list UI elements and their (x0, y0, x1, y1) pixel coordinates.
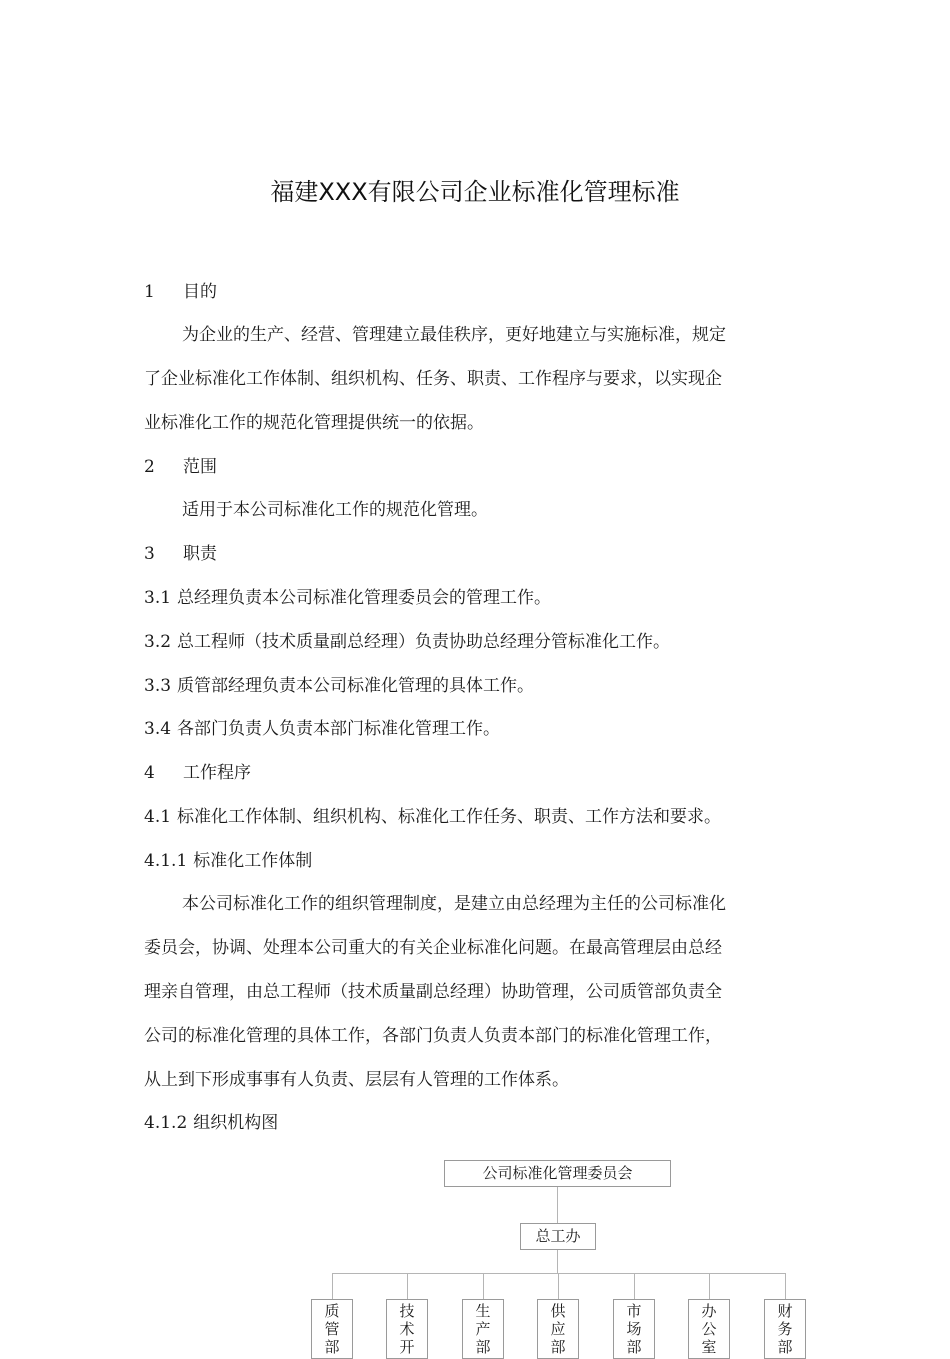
section-1-heading (144, 277, 217, 302)
dept-box-tech-dev (386, 1299, 428, 1359)
dept-char: 术 (399, 1320, 415, 1338)
dept-box-finance (764, 1299, 806, 1359)
dept-char: 务 (777, 1320, 793, 1338)
dept-char: 室 (701, 1338, 717, 1356)
paragraph-line: 了企业标准化工作体制、组织机构、任务、职责、工作程序与要求，以实现企 (144, 369, 722, 389)
paragraph-line: 理亲自管理，由总工程师（技术质量副总经理）协助管理，公司质管部负责全 (144, 982, 722, 1002)
section-title: 目的 (183, 282, 217, 302)
dept-char: 产 (475, 1320, 491, 1338)
dept-char: 财 (777, 1302, 793, 1320)
dept-char: 场 (626, 1320, 642, 1338)
clause-4-1 (144, 802, 721, 827)
clause-3-2 (144, 627, 670, 652)
dept-char: 部 (626, 1338, 642, 1356)
connector-line (332, 1273, 333, 1299)
connector-line (785, 1273, 786, 1299)
dept-char: 部 (550, 1338, 566, 1356)
dept-char: 市 (626, 1302, 642, 1320)
clause-4-1-2 (144, 1108, 278, 1133)
connector-line (634, 1273, 635, 1299)
connector-line (483, 1273, 484, 1299)
paragraph-line: 适用于本公司标准化工作的规范化管理。 (182, 500, 488, 520)
dept-char: 质 (324, 1302, 340, 1320)
section-number: 3 (144, 544, 155, 564)
clause-text: 总经理负责本公司标准化管理委员会的管理工作。 (177, 588, 552, 608)
clause-text: 质管部经理负责本公司标准化管理的具体工作。 (177, 676, 535, 696)
connector-line (332, 1273, 786, 1274)
connector-line (557, 1187, 558, 1223)
document-title: 福建XXX有限公司企业标准化管理标准 (270, 178, 680, 206)
dept-box-production (462, 1299, 504, 1359)
connector-line (709, 1273, 710, 1299)
connector-line (557, 1250, 558, 1273)
section-number: 4 (144, 763, 155, 783)
clause-number: 4.1.2 (144, 1113, 188, 1133)
clause-number: 3.2 (144, 632, 172, 652)
dept-box-market (613, 1299, 655, 1359)
paragraph-line: 公司的标准化管理的具体工作，各部门负责人负责本部门的标准化管理工作， (144, 1026, 722, 1046)
section-3-heading (144, 539, 217, 564)
clause-text: 总工程师（技术质量副总经理）负责协助总经理分管标准化工作。 (177, 632, 671, 652)
dept-box-supply (537, 1299, 579, 1359)
clause-3-1 (144, 583, 551, 608)
dept-char: 办 (701, 1302, 717, 1320)
clause-text: 各部门负责人负责本部门标准化管理工作。 (177, 719, 501, 739)
paragraph-line: 业标准化工作的规范化管理提供统一的依据。 (144, 413, 484, 433)
clause-text: 组织机构图 (193, 1113, 279, 1133)
clause-number: 3.4 (144, 719, 172, 739)
clause-number: 3.3 (144, 676, 172, 696)
dept-box-office (688, 1299, 730, 1359)
clause-3-4 (144, 714, 500, 739)
clause-3-3 (144, 671, 534, 696)
dept-char: 部 (475, 1338, 491, 1356)
section-2-heading (144, 452, 217, 477)
dept-char: 部 (324, 1338, 340, 1356)
paragraph-line: 从上到下形成事事有人负责、层层有人管理的工作体系。 (144, 1070, 569, 1090)
org-committee-box: 公司标准化管理委员会 (444, 1160, 671, 1187)
dept-char: 公 (701, 1320, 717, 1338)
clause-number: 4.1 (144, 807, 172, 827)
section-title: 职责 (183, 544, 217, 564)
clause-number: 4.1.1 (144, 851, 188, 871)
dept-char: 技 (399, 1302, 415, 1320)
dept-box-quality (311, 1299, 353, 1359)
paragraph-line: 本公司标准化工作的组织管理制度，是建立由总经理为主任的公司标准化 (182, 894, 726, 914)
connector-line (407, 1273, 408, 1299)
section-number: 2 (144, 457, 155, 477)
paragraph-line: 委员会，协调、处理本公司重大的有关企业标准化问题。在最高管理层由总经 (144, 938, 722, 958)
dept-char: 应 (550, 1320, 566, 1338)
clause-4-1-1 (144, 846, 312, 871)
clause-text: 标准化工作体制、组织机构、标准化工作任务、职责、工作方法和要求。 (177, 807, 722, 827)
clause-text: 标准化工作体制 (193, 851, 313, 871)
dept-char: 开 (399, 1338, 415, 1356)
connector-line (558, 1273, 559, 1299)
section-title: 工作程序 (183, 763, 251, 783)
org-chief-engineer-office-box: 总工办 (520, 1223, 596, 1250)
dept-char: 供 (550, 1302, 566, 1320)
dept-char: 生 (475, 1302, 491, 1320)
paragraph-line: 为企业的生产、经营、管理建立最佳秩序，更好地建立与实施标准，规定 (182, 325, 726, 345)
section-title: 范围 (183, 457, 217, 477)
dept-char: 管 (324, 1320, 340, 1338)
section-4-heading (144, 758, 251, 783)
section-number: 1 (144, 282, 155, 302)
dept-char: 部 (777, 1338, 793, 1356)
clause-number: 3.1 (144, 588, 172, 608)
